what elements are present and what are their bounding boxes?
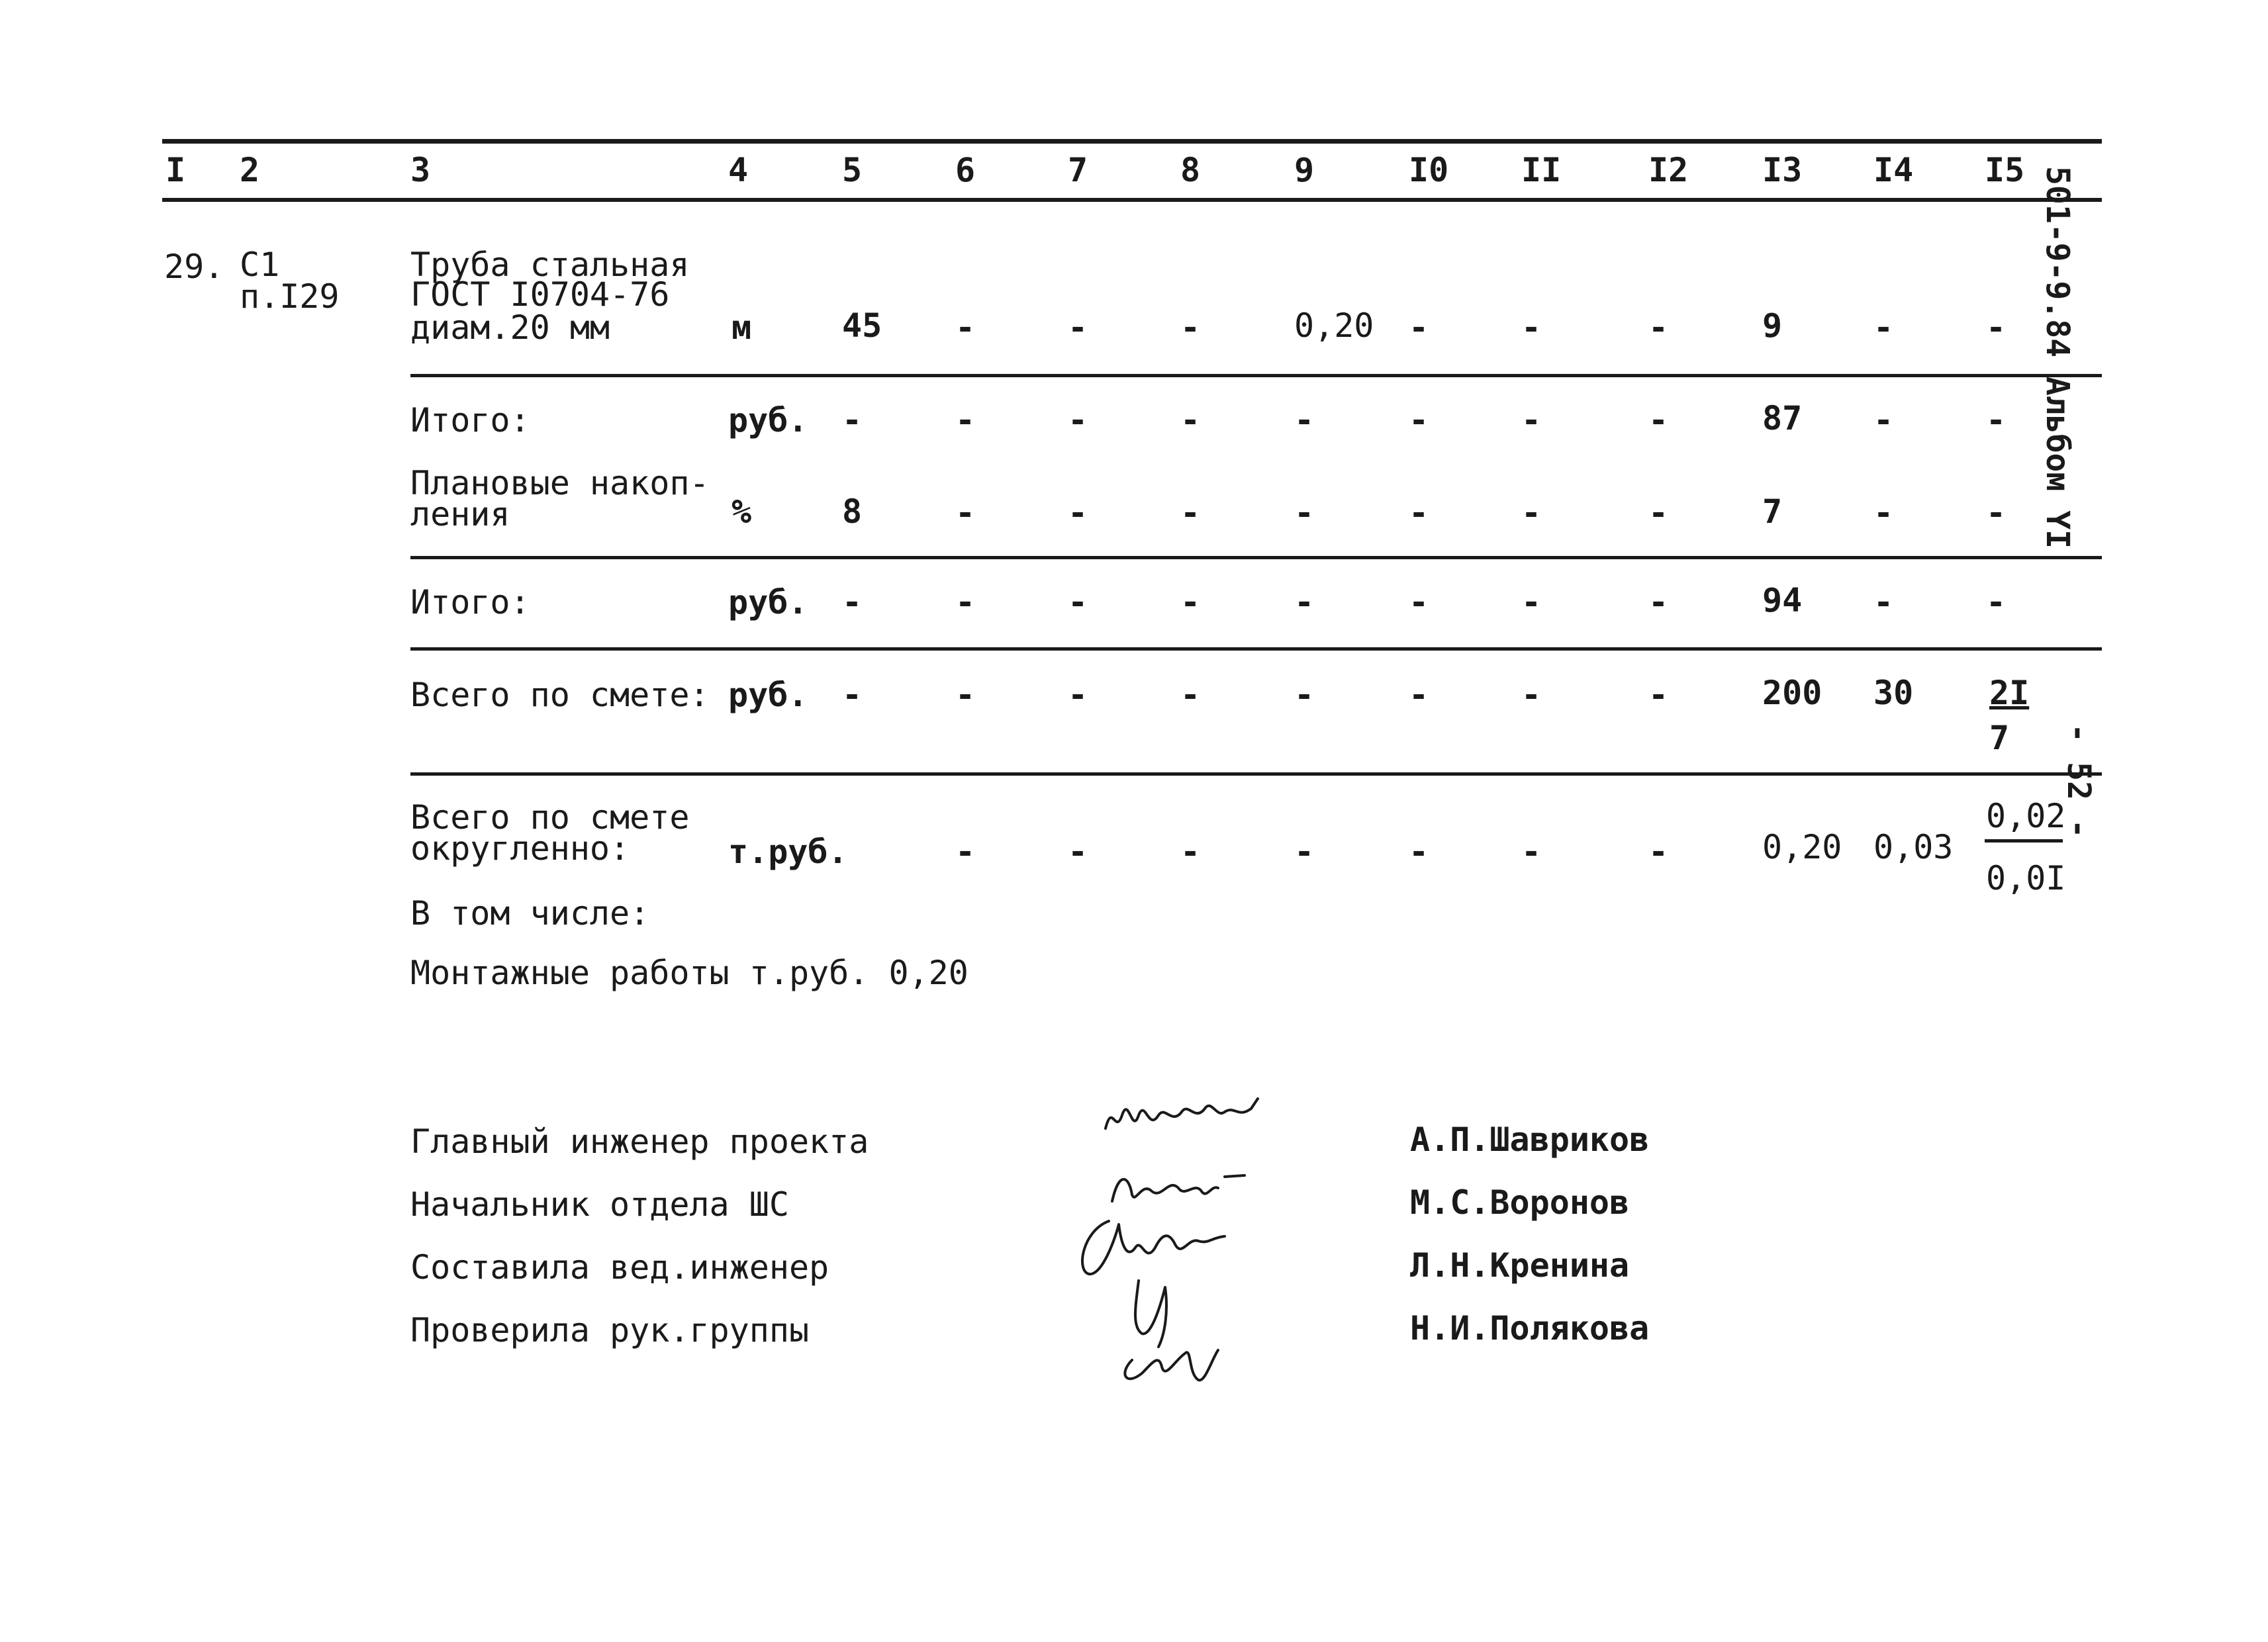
table-cell: 7 bbox=[1762, 492, 1783, 531]
item-unit: м bbox=[732, 308, 752, 347]
table-cell: - bbox=[1068, 401, 1088, 439]
table-cell: - bbox=[1873, 583, 1894, 621]
row-rule bbox=[410, 556, 2102, 559]
item-source: п.I29 bbox=[240, 277, 340, 316]
item-source: C1 bbox=[240, 246, 280, 284]
signature-handwritten bbox=[1102, 1158, 1261, 1218]
table-cell: - bbox=[1180, 676, 1201, 714]
row-unit: т.руб. bbox=[728, 833, 848, 871]
table-cell: 0,20 bbox=[1762, 828, 1842, 866]
item-description: Труба стальная bbox=[410, 246, 690, 284]
table-cell: - bbox=[955, 308, 976, 347]
column-header: 5 bbox=[842, 151, 863, 189]
column-header: I3 bbox=[1762, 151, 1803, 189]
table-cell: - bbox=[1521, 401, 1542, 439]
table-cell: 0,20 bbox=[1294, 306, 1374, 345]
table-cell: - bbox=[1180, 308, 1201, 347]
signatory-role: Составила вед.инженер bbox=[410, 1248, 829, 1287]
column-header: 4 bbox=[728, 151, 749, 189]
table-cell: - bbox=[1986, 494, 2007, 532]
table-cell: 200 bbox=[1762, 674, 1822, 712]
table-cell: - bbox=[1648, 583, 1669, 621]
signature-handwritten bbox=[1069, 1211, 1241, 1284]
table-cell: - bbox=[842, 401, 863, 439]
table-cell: 9 bbox=[1762, 306, 1783, 345]
row-label: Итого: bbox=[410, 583, 530, 621]
table-cell: - bbox=[1521, 308, 1542, 347]
table-cell: - bbox=[1068, 833, 1088, 871]
row-label: округленно: bbox=[410, 829, 630, 868]
table-cell: - bbox=[1648, 308, 1669, 347]
row-rule bbox=[410, 647, 2102, 651]
including-label: В том числе: bbox=[410, 894, 650, 933]
row-unit: руб. bbox=[728, 583, 808, 621]
table-cell: - bbox=[1068, 583, 1088, 621]
column-header: I bbox=[165, 151, 186, 189]
table-cell: - bbox=[955, 676, 976, 714]
table-cell: - bbox=[1068, 676, 1088, 714]
row-label: Итого: bbox=[410, 401, 530, 439]
table-cell: - bbox=[1648, 401, 1669, 439]
fraction-bar bbox=[1985, 839, 2063, 843]
fraction-numerator: 0,02 bbox=[1986, 797, 2066, 835]
table-cell: 87 bbox=[1762, 399, 1803, 437]
table-cell: - bbox=[1521, 676, 1542, 714]
table-cell: - bbox=[1294, 494, 1315, 532]
table-cell: 45 bbox=[842, 306, 882, 345]
page-number-side: - 52 - bbox=[2060, 723, 2097, 839]
fraction-denominator: 7 bbox=[1989, 719, 2010, 757]
fraction-denominator: 0,0I bbox=[1986, 859, 2066, 897]
table-cell: 8 bbox=[842, 492, 863, 531]
column-header: 7 bbox=[1068, 151, 1088, 189]
table-cell: - bbox=[1409, 308, 1429, 347]
row-label: ления bbox=[410, 495, 510, 533]
signatory-name: М.С.Воронов bbox=[1410, 1183, 1630, 1222]
column-header: 2 bbox=[240, 151, 260, 189]
signatory-role: Начальник отдела ШС bbox=[410, 1185, 789, 1224]
table-cell: - bbox=[1068, 308, 1088, 347]
table-cell: - bbox=[1294, 583, 1315, 621]
column-header: I2 bbox=[1648, 151, 1689, 189]
table-cell: - bbox=[1986, 401, 2007, 439]
signature-handwritten bbox=[1099, 1089, 1284, 1155]
signatory-role: Проверила рук.группы bbox=[410, 1311, 810, 1349]
row-rule bbox=[410, 374, 2102, 377]
signatory-role: Главный инженер проекта bbox=[410, 1122, 869, 1161]
table-top-rule bbox=[162, 139, 2102, 144]
table-cell: - bbox=[1521, 583, 1542, 621]
table-cell: - bbox=[1409, 401, 1429, 439]
table-cell: - bbox=[1873, 308, 1894, 347]
row-unit: % bbox=[732, 492, 752, 531]
including-line: Монтажные работы т.руб. 0,20 bbox=[410, 954, 969, 992]
table-cell: - bbox=[1180, 833, 1201, 871]
table-cell: - bbox=[1648, 833, 1669, 871]
table-cell: - bbox=[842, 583, 863, 621]
table-cell: - bbox=[1521, 833, 1542, 871]
table-cell: - bbox=[955, 833, 976, 871]
table-cell: - bbox=[1986, 583, 2007, 621]
table-cell: - bbox=[1068, 494, 1088, 532]
column-header: 8 bbox=[1180, 151, 1201, 189]
table-cell: - bbox=[1873, 401, 1894, 439]
column-header: I5 bbox=[1985, 151, 2025, 189]
column-header: I0 bbox=[1409, 151, 1449, 189]
table-cell: - bbox=[1180, 494, 1201, 532]
table-cell: - bbox=[1409, 676, 1429, 714]
table-cell: 30 bbox=[1873, 674, 1914, 712]
table-cell: - bbox=[1648, 494, 1669, 532]
table-cell: - bbox=[1521, 494, 1542, 532]
item-description: ГОСТ I0704-76 bbox=[410, 275, 670, 314]
table-cell: - bbox=[1180, 401, 1201, 439]
row-unit: руб. bbox=[728, 401, 808, 439]
row-label: Плановые накоп- bbox=[410, 464, 710, 502]
table-cell: - bbox=[1648, 676, 1669, 714]
row-label: Всего по смете bbox=[410, 798, 690, 837]
row-label: Всего по смете: bbox=[410, 676, 710, 714]
table-cell: - bbox=[1986, 308, 2007, 347]
table-cell: - bbox=[1294, 833, 1315, 871]
item-description: диам.20 мм bbox=[410, 308, 610, 347]
row-unit: руб. bbox=[728, 676, 808, 714]
column-header: 6 bbox=[955, 151, 976, 189]
table-cell: - bbox=[1409, 583, 1429, 621]
table-cell: - bbox=[1873, 494, 1894, 532]
table-cell: - bbox=[955, 401, 976, 439]
table-cell: - bbox=[1294, 676, 1315, 714]
row-rule bbox=[410, 772, 2102, 776]
column-header: 9 bbox=[1294, 151, 1315, 189]
table-cell: - bbox=[955, 494, 976, 532]
table-cell: - bbox=[842, 676, 863, 714]
table-cell: - bbox=[1409, 494, 1429, 532]
column-header: I4 bbox=[1873, 151, 1914, 189]
column-header: 3 bbox=[410, 151, 431, 189]
table-cell: - bbox=[1409, 833, 1429, 871]
header-bottom-rule bbox=[162, 198, 2102, 202]
column-header: II bbox=[1521, 151, 1562, 189]
fraction-numerator: 2I bbox=[1989, 674, 2030, 712]
table-cell: - bbox=[1180, 583, 1201, 621]
signature-handwritten bbox=[1112, 1274, 1245, 1387]
signatory-name: Н.И.Полякова bbox=[1410, 1309, 1650, 1347]
table-cell: 94 bbox=[1762, 581, 1803, 619]
album-side-label: 501-9-9.84 Альбом YI bbox=[2039, 166, 2076, 549]
table-cell: - bbox=[955, 583, 976, 621]
signatory-name: А.П.Шавриков bbox=[1410, 1120, 1650, 1159]
item-number: 29. bbox=[164, 248, 224, 286]
table-cell: 0,03 bbox=[1873, 828, 1954, 866]
signatory-name: Л.Н.Кренина bbox=[1410, 1246, 1630, 1285]
table-cell: - bbox=[1294, 401, 1315, 439]
